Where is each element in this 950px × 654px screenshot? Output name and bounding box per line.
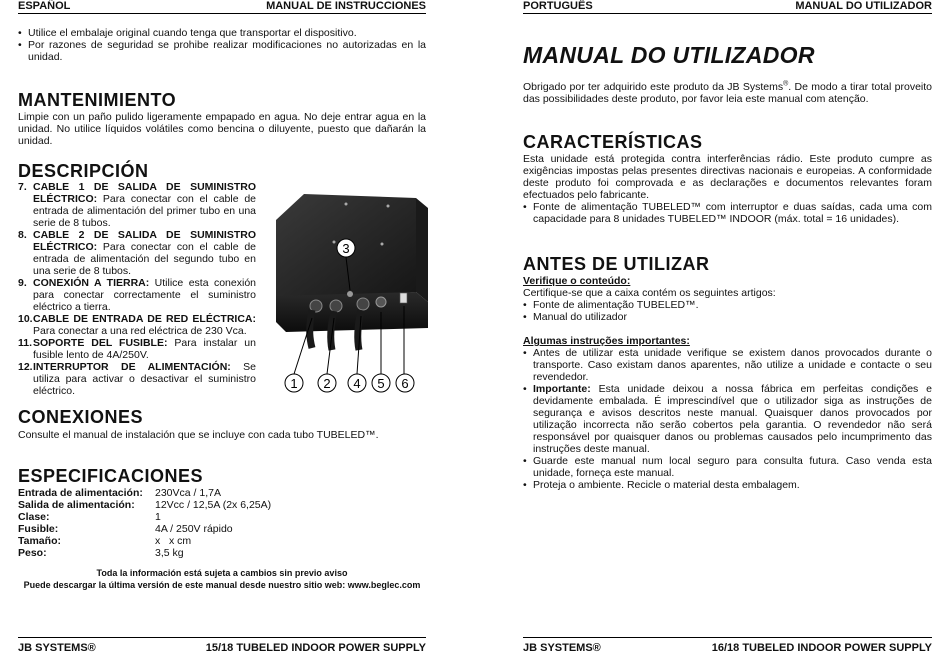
spec-note-1: Toda la información está sujeta a cambios sin previo aviso [96, 568, 348, 578]
svg-text:1: 1 [290, 376, 298, 391]
screw-icon [345, 203, 348, 206]
list-item: • Proteja o ambiente. Recicle o material desta embalagem. [523, 479, 932, 491]
list-item: • Fonte de alimentação TUBELED™. [523, 299, 932, 311]
item-label: CONEXIÓN A TIERRA: [33, 277, 150, 289]
device-side [416, 198, 428, 302]
table-row [18, 535, 271, 547]
spec-value: x x cm [155, 535, 192, 547]
importante-label: Importante: [533, 383, 591, 395]
item-label: CABLE 2 DE SALIDA DE SUMINISTRO ELÉCTRICO: [33, 229, 256, 253]
item-number: 9. [18, 277, 27, 289]
spec-key: Salida de alimentación: [18, 499, 135, 511]
cable-icon [310, 310, 312, 348]
left-footer [18, 637, 426, 654]
conexiones-heading: CONEXIONES [18, 407, 144, 427]
footer-brand: JB SYSTEMS® [523, 642, 601, 654]
callout-1 [285, 374, 303, 392]
importante-text: Esta unidade deixou a nossa fábrica em perfeitas condições e devidamente embalada. É imprescindível que o utilizador siga as instruções de segurança e avisos descritos neste manual. Quaisquer danos provocados por utilização incorrecta não serão cobertos pela garantia. O revendedor não será responsável por quaisquer danos ou problemas causados pelo incumprimento das instruções deste manual. [533, 383, 932, 455]
screw-icon [333, 241, 336, 244]
spec-note-2: Puede descargar la última versión de este manual desde nuestro sitio web: www.beglec.com [23, 580, 421, 590]
table-row [18, 523, 271, 535]
list-item: • Guarde este manual num local seguro para consulta futura. Caso venda esta unidade, forneça este manual. [523, 455, 932, 479]
instrucoes-bullets [523, 347, 932, 491]
table-row [18, 487, 271, 499]
item-text: Se utiliza para activar o desactivar el suministro eléctrico. [33, 361, 256, 397]
item-label: INTERRUPTOR DE ALIMENTACIÓN: [33, 361, 231, 373]
verifique-title: Verifique o conteúdo: [523, 275, 631, 287]
descripcion-list [18, 181, 256, 397]
callout-3 [337, 239, 355, 257]
caracteristicas-bullets [523, 201, 932, 225]
spec-key: Clase: [18, 511, 50, 523]
table-row [18, 499, 271, 511]
item-number: 7. [18, 181, 27, 193]
item-text: Para conectar con el cable de entrada de alimentación del segundo tubo en una serie de 8 tubos. [33, 241, 256, 277]
callout-5 [372, 374, 390, 392]
output-2-connector-icon [330, 300, 342, 312]
svg-text:5: 5 [377, 376, 385, 391]
right-header-language: PORTUGUÊS [523, 0, 593, 12]
footer-brand: JB SYSTEMS® [18, 642, 96, 654]
ground-connector-icon [347, 291, 353, 297]
svg-text:6: 6 [401, 376, 409, 391]
item-text: Para conectar a una red eléctrica de 230 Vca. [33, 325, 247, 337]
screw-icon [387, 205, 390, 208]
power-switch-icon [400, 293, 407, 303]
conexiones-text: Consulte el manual de instalación que se incluye con cada tubo TUBELED™. [18, 429, 379, 441]
mantenimiento-text: Limpie con un paño pulido ligeramente empapado en agua. No deje entrar agua en la unidad. No utilice líquidos volátiles como bencina o diluyente, puesto que dañarán la unidad. [18, 111, 426, 147]
spec-key: Tamaño: [18, 535, 61, 547]
fuse-holder-icon [376, 297, 386, 307]
svg-text:3: 3 [342, 241, 350, 256]
item-label: CABLE DE ENTRADA DE RED ELÉCTRICA: [33, 313, 256, 325]
item-number: 10. [18, 313, 33, 325]
right-page [523, 0, 932, 654]
mains-input-connector-icon [357, 298, 369, 310]
caracteristicas-heading: CARACTERÍSTICAS [523, 132, 703, 152]
verifique-bullets [523, 299, 932, 323]
item-text: Para conectar con el cable de entrada de alimentación del primer tubo en una serie de 8 tubos. [33, 193, 256, 229]
spec-key: Fusible: [18, 523, 59, 535]
caracteristicas-text: Esta unidade está protegida contra interferências rádio. Este produto cumpre as exigências impostas pelas presentes directivas nacionais e europeias. A conformidade deste produto foi comprovada e as declarações e documentos relevantes foram efectuados pelo fabricante. [523, 153, 932, 201]
especificaciones-heading: ESPECIFICACIONES [18, 466, 204, 486]
item-label: SOPORTE DEL FUSIBLE: [33, 337, 168, 349]
verifique-text: Certifique-se que a caixa contém os seguintes artigos: [523, 287, 776, 299]
list-item [18, 229, 256, 277]
list-item [18, 361, 256, 397]
item-number: 12. [18, 361, 33, 373]
spec-value: 12Vcc / 12,5A (2x 6,25A) [155, 499, 272, 511]
right-header [523, 0, 932, 14]
list-item: • Fonte de alimentação TUBELED™ com interruptor e duas saídas, cada uma com capacidade para 8 unidades TUBELED™ INDOOR (máx. total = 16 unidades). [523, 201, 932, 225]
device-illustration [264, 190, 430, 395]
list-item [18, 277, 256, 313]
mantenimiento-heading: MANTENIMIENTO [18, 90, 177, 110]
svg-text:4: 4 [353, 376, 361, 391]
table-row [18, 547, 271, 559]
item-text: Para instalar un fusible lento de 4A/250V. [33, 337, 256, 361]
intro-text-b: . De modo a tirar total proveito das possibilidades deste produto, por favor leia este manual com atenção. [523, 81, 933, 105]
instrucoes-title: Algumas instruções importantes: [523, 335, 690, 347]
spec-value: 230Vca / 1,7A [155, 487, 221, 499]
table-row [18, 511, 271, 523]
intro-text [523, 81, 932, 105]
left-page [18, 0, 426, 654]
antes-heading: ANTES DE UTILIZAR [523, 254, 710, 274]
intro-text-a: Obrigado por ter adquirido este produto da JB Systems [523, 81, 784, 93]
list-item: • Manual do utilizador [523, 311, 932, 323]
item-number: 11. [18, 337, 33, 349]
left-header [18, 0, 426, 14]
list-item [523, 383, 932, 455]
list-item [18, 337, 256, 361]
footer-page: 16/18 TUBELED INDOOR POWER SUPPLY [711, 642, 932, 654]
right-footer [523, 637, 932, 654]
intro-bullets [18, 27, 426, 63]
descripcion-heading: DESCRIPCIÓN [18, 161, 149, 181]
list-item [18, 313, 256, 337]
spec-value: 4A / 250V rápido [155, 523, 233, 535]
footer-page: 15/18 TUBELED INDOOR POWER SUPPLY [205, 642, 426, 654]
callout-4 [348, 374, 366, 392]
item-label: CABLE 1 DE SALIDA DE SUMINISTRO ELÉCTRICO: [33, 181, 256, 205]
callout-6 [396, 374, 414, 392]
item-text: Utilice esta conexión para conectar correctamente el suministro eléctrico a tierra. [33, 277, 256, 313]
spec-key: Entrada de alimentación: [18, 487, 143, 499]
left-header-language: ESPAÑOL [18, 0, 71, 12]
spec-value: 1 [155, 511, 161, 523]
left-header-title: MANUAL DE INSTRUCCIONES [266, 0, 426, 12]
spec-value: 3,5 kg [155, 547, 184, 559]
list-item [18, 181, 256, 229]
list-item: • Por razones de seguridad se prohibe realizar modificaciones no autorizadas en la unidad. [18, 39, 426, 63]
callout-2 [318, 374, 336, 392]
screw-icon [381, 243, 384, 246]
spec-key: Peso: [18, 547, 47, 559]
page-title: MANUAL DO UTILIZADOR [523, 42, 815, 68]
right-header-title: MANUAL DO UTILIZADOR [795, 0, 932, 12]
spec-table [18, 487, 271, 559]
intro-registered: ® [783, 80, 789, 88]
list-item: • Antes de utilizar esta unidade verifique se existem danos provocados durante o transporte. Caso existam danos aparentes, não utilize a unidade e contacte o seu revendedor. [523, 347, 932, 383]
list-item: • Utilice el embalaje original cuando tenga que transportar el dispositivo. [18, 27, 426, 39]
svg-text:2: 2 [323, 376, 331, 391]
item-number: 8. [18, 229, 27, 241]
